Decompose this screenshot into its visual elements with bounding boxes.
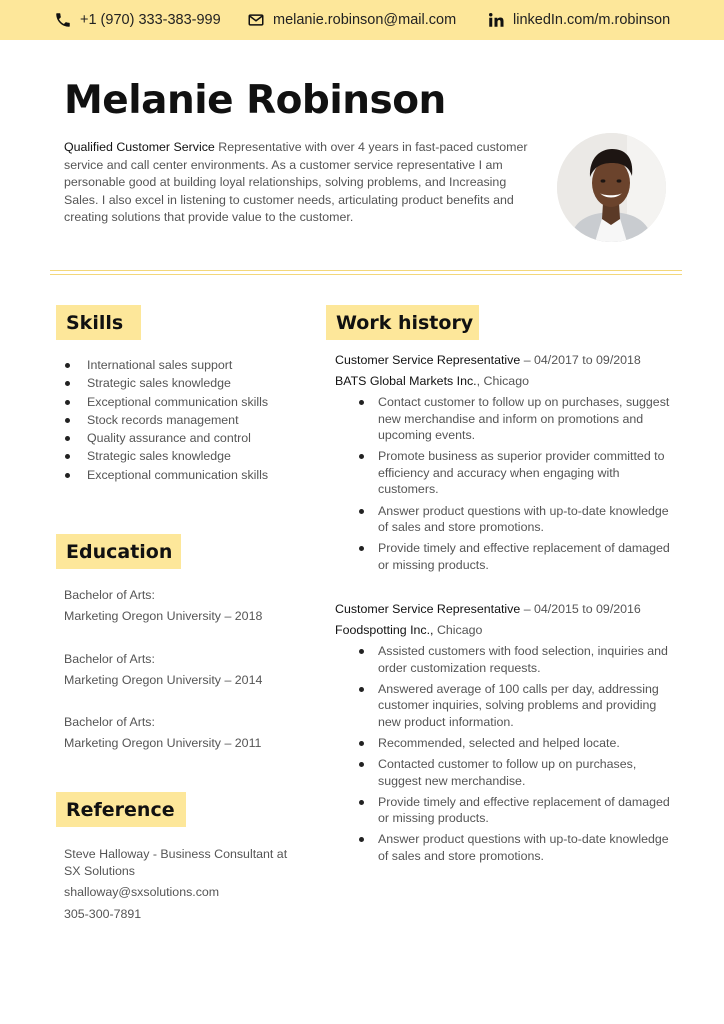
job-title-line bbox=[335, 350, 675, 371]
education-degree: Bachelor of Arts: bbox=[64, 715, 155, 729]
phone-contact[interactable] bbox=[54, 0, 221, 40]
job-duty: Provide timely and effective replacement of damaged or missing products. bbox=[335, 540, 675, 573]
skill-item: Exceptional communication skills bbox=[64, 393, 268, 411]
job-duty: Contacted customer to follow up on purchases, suggest new merchandise. bbox=[335, 756, 675, 789]
skill-item: Strategic sales knowledge bbox=[64, 447, 268, 465]
portrait-illustration bbox=[557, 133, 666, 242]
education-degree: Bachelor of Arts: bbox=[64, 588, 155, 602]
email-text: melanie.robinson@mail.com bbox=[273, 12, 457, 28]
education-entry bbox=[64, 649, 262, 691]
job-duty: Answer product questions with up-to-date knowledge of sales and store promotions. bbox=[335, 831, 675, 864]
phone-icon bbox=[54, 11, 72, 29]
education-entry bbox=[64, 712, 261, 754]
job-duty: Assisted customers with food selection, inquiries and order customization requests. bbox=[335, 643, 675, 676]
education-heading: Education bbox=[56, 534, 181, 569]
profile-photo bbox=[557, 133, 666, 242]
skills-heading: Skills bbox=[56, 305, 141, 340]
job-dates: – 04/2015 to 09/2016 bbox=[520, 602, 641, 616]
job-company-line bbox=[335, 620, 675, 641]
job-location: , Chicago bbox=[476, 374, 529, 388]
skill-item: Exceptional communication skills bbox=[64, 466, 268, 484]
linkedin-icon bbox=[487, 11, 505, 29]
linkedin-contact[interactable] bbox=[487, 0, 670, 40]
job-title-line bbox=[335, 599, 675, 620]
reference-person: Steve Halloway - Business Consultant at SX Solutions bbox=[64, 847, 288, 878]
job-title: Customer Service Representative bbox=[335, 602, 521, 616]
education-detail: Marketing Oregon University – 2011 bbox=[64, 736, 262, 750]
reference-email[interactable]: shalloway@sxsolutions.com bbox=[64, 885, 220, 899]
job-title: Customer Service Representative bbox=[335, 353, 521, 367]
education-detail: Marketing Oregon University – 2014 bbox=[64, 673, 263, 687]
job-company: Foodspotting Inc., bbox=[335, 623, 434, 637]
skill-item: International sales support bbox=[64, 356, 268, 374]
phone-text: +1 (970) 333-383-999 bbox=[80, 12, 221, 28]
job-company: BATS Global Markets Inc. bbox=[335, 374, 477, 388]
skills-list bbox=[64, 356, 268, 484]
job-duty: Recommended, selected and helped locate. bbox=[335, 735, 675, 752]
job-duty: Contact customer to follow up on purchases, suggest new merchandise and inform on promotions and upcoming events. bbox=[335, 394, 675, 444]
job-duty: Answered average of 100 calls per day, addressing customer inquiries, solving problems and providing new product information. bbox=[335, 681, 675, 731]
summary-lead: Qualified Customer Service bbox=[64, 140, 215, 154]
reference-phone[interactable]: 305-300-7891 bbox=[64, 906, 142, 921]
skill-item: Strategic sales knowledge bbox=[64, 374, 268, 392]
profile-summary bbox=[64, 139, 534, 227]
education-detail: Marketing Oregon University – 2018 bbox=[64, 609, 263, 623]
linkedin-text: linkedIn.com/m.robinson bbox=[513, 12, 671, 28]
reference-block bbox=[64, 846, 304, 927]
reference-heading: Reference bbox=[56, 792, 186, 827]
email-contact[interactable] bbox=[247, 0, 456, 40]
job-location: Chicago bbox=[433, 623, 483, 637]
job-company-line bbox=[335, 371, 675, 392]
job-duty: Answer product questions with up-to-date knowledge of sales and store promotions. bbox=[335, 503, 675, 536]
job-entry bbox=[335, 350, 675, 578]
candidate-name: Melanie Robinson bbox=[64, 78, 446, 123]
job-duties bbox=[335, 394, 675, 573]
envelope-icon bbox=[247, 11, 265, 29]
job-duty: Provide timely and effective replacement of damaged or missing products. bbox=[335, 794, 675, 827]
skill-item: Quality assurance and control bbox=[64, 429, 268, 447]
education-entry bbox=[64, 585, 262, 627]
skill-item: Stock records management bbox=[64, 411, 268, 429]
job-duty: Promote business as superior provider committed to efficiency and accuracy when engaging with customers. bbox=[335, 448, 675, 498]
job-duties bbox=[335, 643, 675, 865]
work-history-heading: Work history bbox=[326, 305, 479, 340]
header-divider-top bbox=[50, 270, 682, 271]
job-entry bbox=[335, 599, 675, 869]
education-degree: Bachelor of Arts: bbox=[64, 652, 155, 666]
summary-body: Representative with over 4 years in fast-paced customer service and call center environments. As a customer service representative I am personable good at building loyal relationships, solving problems, and Increasing Sales. I also excel in listening to customer needs, articulating product benefits and creating solutions that provide value to the customer. bbox=[64, 140, 528, 225]
header-divider-bottom bbox=[50, 274, 682, 275]
job-dates: – 04/2017 to 09/2018 bbox=[520, 353, 641, 367]
